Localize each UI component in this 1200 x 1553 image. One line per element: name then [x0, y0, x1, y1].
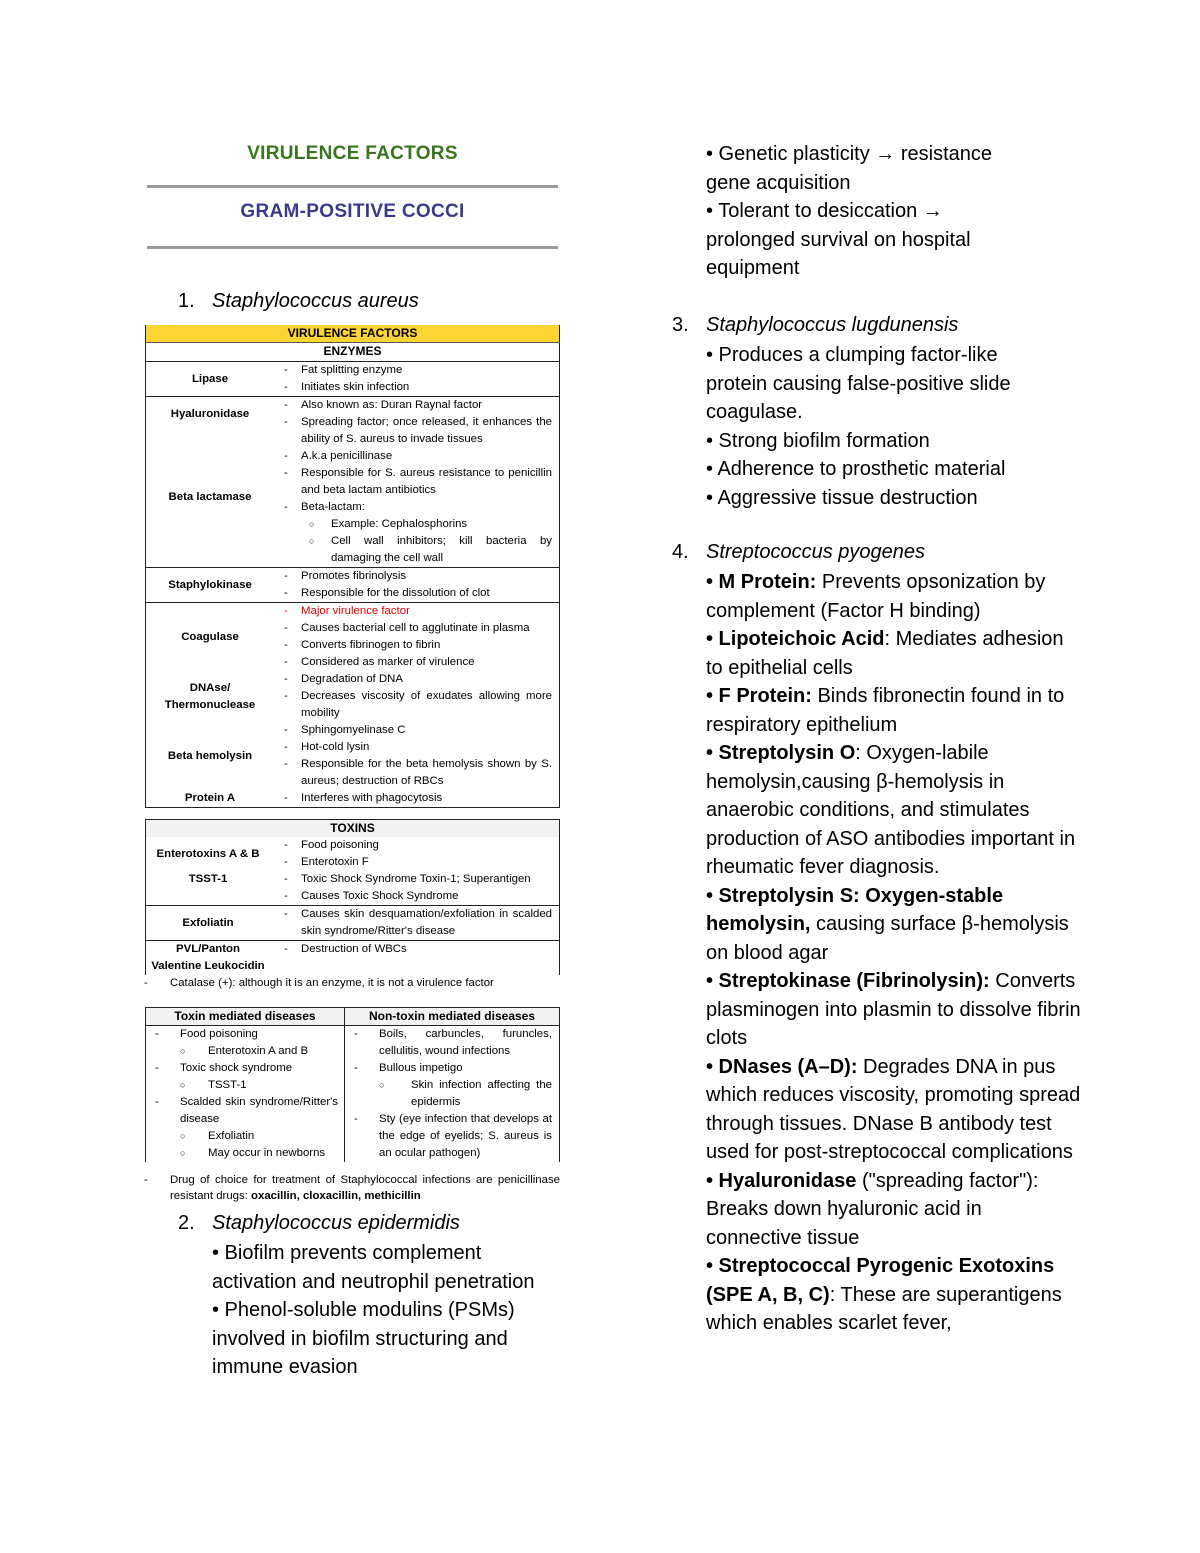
pyogenes-point — [706, 568, 1081, 625]
pyogenes-term: • Streptolysin S: Oxygen-stable hemolysin, — [706, 884, 1004, 935]
epidermidis-point: • Biofilm prevents complement activation and neutrophil penetration — [212, 1242, 535, 1293]
pyogenes-point — [706, 882, 1081, 968]
dnase-line: - Degradation of DNA — [281, 671, 552, 688]
beta-lactamase-line: - Responsible for S. aureus resistance to penicillin and beta lactam antibiotics — [281, 465, 552, 499]
drug-note-text: Drug of choice for treatment of Staphylococcal infections are penicillinase resistant drugs: — [170, 1174, 560, 1202]
protein-a-line: - Interferes with phagocytosis — [281, 790, 559, 807]
toxin-name-pvl — [146, 941, 271, 976]
non-toxin-disease: - Boils, carbuncles, furuncles, cellulitis, wound infections — [351, 1026, 552, 1060]
diseases-table — [145, 1007, 560, 1162]
pyogenes-desc: Prevents opsonization by complement (Factor H binding) — [706, 571, 1046, 622]
toxin-disease-sub: ○ May occur in newborns — [152, 1145, 338, 1162]
pyogenes-term: • M Protein: — [706, 571, 817, 593]
pyogenes-desc: Binds fibronectin found in to respiratory epithelium — [706, 685, 1065, 736]
pyogenes-point — [706, 739, 1081, 882]
lugdunensis-list — [706, 341, 1051, 512]
item-title-staph-aureus: 1. Staphylococcus aureus — [178, 290, 419, 312]
toxins-table — [145, 819, 560, 975]
beta-hemolysin-line: - Hot-cold lysin — [281, 739, 552, 756]
enzymes-table-header: VIRULENCE FACTORS — [146, 325, 560, 343]
pyogenes-term: • Streptokinase (Fibrinolysin): — [706, 970, 990, 992]
pyogenes-point — [706, 967, 1081, 1053]
enzyme-name-lipase: Lipase — [191, 372, 229, 385]
pyogenes-desc: : Oxygen-labile hemolysin,causing β-hemolysis in anaerobic conditions, and stimulates production of ASO antibodies important in rheumatic fever diagnosis. — [706, 742, 1076, 878]
page-title: VIRULENCE FACTORS — [247, 143, 458, 164]
tsst-line: - Causes Toxic Shock Syndrome — [281, 888, 559, 905]
enzyme-name-beta-lactamase: Beta lactamase — [168, 491, 252, 503]
pyogenes-point — [706, 625, 1081, 682]
non-toxin-disease: - Bullous impetigo — [351, 1060, 552, 1077]
pyogenes-desc: Degrades DNA in pus which reduces viscosity, promoting spread through tissues. DNase B antibody test used for post-streptococcal complications — [706, 1055, 1081, 1163]
pyogenes-term: • DNases (A–D): — [706, 1055, 858, 1078]
pyogenes-term: • F Protein: — [706, 685, 812, 707]
aureus-point: • Tolerant to desiccation → prolonged survival on hospital equipment — [706, 200, 971, 279]
non-toxin-disease-sub: ○ Skin infection affecting the epidermis — [351, 1077, 552, 1111]
lipase-line: - Initiates skin infection — [281, 379, 559, 396]
coagulase-major-line: - Major virulence factor — [281, 603, 559, 620]
enterotoxin-line: - Enterotoxin F — [281, 854, 559, 871]
pyogenes-desc: ("spreading factor"): Breaks down hyaluronic acid in connective tissue — [706, 1169, 1039, 1249]
enzymes-subheader: ENZYMES — [323, 344, 382, 358]
pvl-name-line2: Valentine Leukocidin — [151, 960, 265, 972]
epidermidis-list — [212, 1239, 567, 1382]
toxin-disease-sub: ○ Enterotoxin A and B — [152, 1043, 338, 1060]
item-title-staph-epidermidis: 2. Staphylococcus epidermidis — [178, 1212, 460, 1234]
drug-of-choice-note: - Drug of choice for treatment of Staphylococcal infections are penicillinase resistant drugs: oxacillin, cloxacillin, methicillin — [144, 1174, 560, 1202]
enzymes-table — [145, 325, 560, 808]
beta-lactamase-line: - A.k.a penicillinase — [281, 448, 552, 465]
catalase-note: - Catalase (+): although it is an enzyme, it is not a virulence factor — [141, 977, 1200, 989]
dnase-name-line2: Thermonuclease — [164, 698, 256, 711]
hyaluronidase-line: - Also known as: Duran Raynal factor — [281, 397, 552, 414]
beta-lactamase-line: - Beta-lactam: — [281, 499, 552, 516]
pyogenes-term: • Lipoteichoic Acid — [706, 628, 885, 650]
divider-bottom — [147, 246, 558, 249]
exfoliatin-line: - Causes skin desquamation/exfoliation in scalded skin syndrome/Ritter's disease — [281, 906, 552, 940]
pyogenes-point — [706, 682, 1081, 739]
pyogenes-list — [706, 568, 1081, 1338]
item-title-staph-lugdunensis: 3. Staphylococcus lugdunensis — [672, 314, 959, 336]
pvl-name-line1: PVL/Panton — [176, 943, 240, 955]
pyogenes-term: • Hyaluronidase — [706, 1169, 857, 1192]
toxin-disease-sub: ○ TSST-1 — [152, 1077, 338, 1094]
lipase-line: - Fat splitting enzyme — [281, 362, 559, 379]
enzyme-name-hyaluronidase: Hyaluronidase — [170, 408, 250, 420]
toxin-disease: - Toxic shock syndrome — [152, 1060, 338, 1077]
pyogenes-desc: : These are superantigens which enables scarlet fever, — [706, 1283, 1062, 1334]
enzyme-name-dnase — [146, 671, 275, 722]
enzyme-name-staphylokinase: Staphylokinase — [168, 578, 252, 591]
epidermidis-point: • Phenol-soluble modulins (PSMs) involved in biofilm structuring and immune evasion — [212, 1299, 515, 1378]
enzyme-name-beta-hemolysin: Beta hemolysin — [167, 749, 253, 762]
beta-lactam-sub: ○ Example: Cephalosphorins — [281, 516, 552, 533]
pyogenes-point — [706, 1167, 1081, 1253]
aureus-continued-list — [706, 140, 1026, 283]
section-subtitle: GRAM-POSITIVE COCCI — [240, 201, 465, 222]
pyogenes-term: • Streptococcal Pyrogenic Exotoxins (SPE A, B, C) — [706, 1255, 1055, 1306]
hyaluronidase-line: - Spreading factor; once released, it enhances the ability of S. aureus to invade tissues — [281, 414, 552, 448]
divider-top — [147, 185, 558, 188]
coagulase-line: - Causes bacterial cell to agglutinate in plasma — [281, 620, 559, 637]
pyogenes-desc: : Mediates adhesion to epithelial cells — [706, 628, 1064, 679]
pyogenes-point — [706, 1053, 1081, 1167]
toxins-header: TOXINS — [146, 820, 560, 838]
coagulase-line: - Converts fibrinogen to fibrin — [281, 637, 559, 654]
lugdunensis-point: • Produces a clumping factor-like protein causing false-positive slide coagulase. — [706, 344, 1011, 423]
pyogenes-desc: causing surface β-hemolysis on blood agar — [706, 913, 1069, 964]
lugdunensis-point: • Adherence to prosthetic material — [706, 458, 1006, 480]
enterotoxin-line: - Food poisoning — [281, 837, 559, 854]
pyogenes-term: • Streptolysin O — [706, 742, 856, 764]
beta-lactam-sub: ○ Cell wall inhibitors; kill bacteria by damaging the cell wall — [281, 533, 552, 567]
lugdunensis-point: • Aggressive tissue destruction — [706, 486, 978, 509]
beta-hemolysin-line: - Sphingomyelinase C — [281, 722, 552, 739]
dnase-line: - Decreases viscosity of exudates allowing more mobility — [281, 688, 552, 722]
beta-hemolysin-line: - Responsible for the beta hemolysis shown by S. aureus; destruction of RBCs — [281, 756, 552, 790]
toxin-diseases-header: Toxin mediated diseases — [146, 1008, 345, 1026]
toxin-disease: - Scalded skin syndrome/Ritter's disease — [152, 1094, 338, 1128]
non-toxin-diseases-header: Non-toxin mediated diseases — [368, 1009, 536, 1023]
dnase-name-line1: DNAse/ — [189, 681, 231, 694]
enzyme-name-coagulase: Coagulase — [181, 630, 239, 643]
staphylokinase-line: - Responsible for the dissolution of clot — [281, 585, 559, 602]
toxin-name-enterotoxins: Enterotoxins A & B — [156, 847, 260, 860]
item-title-strep-pyogenes: 4. Streptococcus pyogenes — [672, 541, 926, 563]
pvl-line: - Destruction of WBCs — [281, 941, 559, 958]
toxin-disease-sub: ○ Exfoliatin — [152, 1128, 338, 1145]
pyogenes-desc: Converts plasminogen into plasmin to dissolve fibrin clots — [706, 970, 1081, 1049]
toxin-disease: - Food poisoning — [152, 1026, 338, 1043]
tsst-line: - Toxic Shock Syndrome Toxin-1; Superantigen — [281, 871, 559, 888]
enzyme-name-protein-a: Protein A — [184, 792, 236, 804]
drug-note-drugs: oxacillin, cloxacillin, methicillin — [251, 1190, 421, 1202]
pyogenes-point — [706, 1252, 1081, 1338]
aureus-point: • Genetic plasticity → resistance gene acquisition — [706, 143, 992, 194]
toxin-name-exfoliatin: Exfoliatin — [182, 916, 234, 929]
coagulase-line: - Considered as marker of virulence — [281, 654, 559, 671]
staphylokinase-line: - Promotes fibrinolysis — [281, 568, 559, 585]
non-toxin-disease: - Sty (eye infection that develops at the edge of eyelids; S. aureus is an ocular pathogen) — [351, 1111, 552, 1162]
toxin-name-tsst: TSST-1 — [188, 873, 228, 885]
lugdunensis-point: • Strong biofilm formation — [706, 429, 930, 452]
